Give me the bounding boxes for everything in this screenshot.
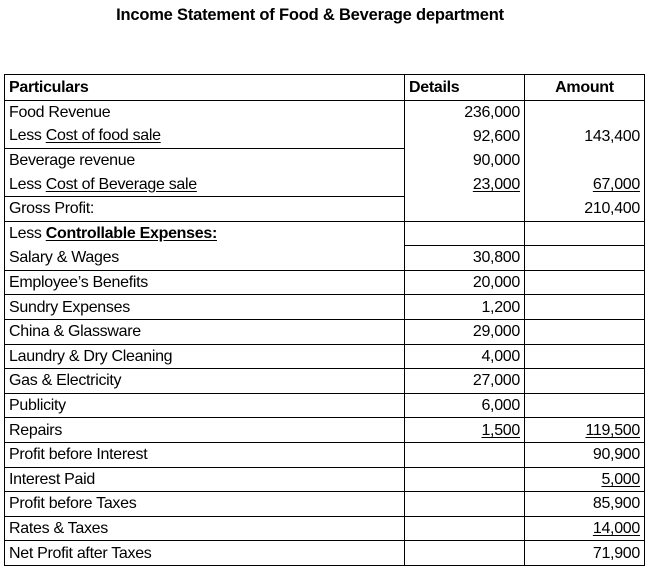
row-publicity: [5, 393, 645, 418]
row-details: 29,000: [405, 319, 525, 344]
row-label: Repairs: [5, 418, 405, 443]
less-prefix: Less: [9, 225, 46, 243]
row-amount: 143,400: [525, 124, 645, 148]
row-label: Laundry & Dry Cleaning: [5, 344, 405, 369]
row-label: [5, 221, 405, 246]
row-label: [5, 172, 405, 196]
row-details: [405, 541, 525, 566]
row-amount: 85,900: [525, 492, 645, 517]
row-details: [405, 467, 525, 492]
income-statement-table: [4, 74, 645, 566]
row-amount: [525, 369, 645, 394]
row-laundry: [5, 344, 645, 369]
row-label: [5, 124, 405, 148]
page-title: Income Statement of Food & Beverage department: [116, 6, 504, 24]
row-label: Profit before Taxes: [5, 492, 405, 517]
row-profit-before-interest: [5, 442, 645, 467]
row-details: [405, 221, 525, 246]
row-label: Profit before Interest: [5, 442, 405, 467]
row-gross-profit: [5, 196, 645, 221]
row-amount: [525, 100, 645, 124]
cost-of-food-label: Cost of food sale: [45, 127, 161, 145]
row-amount: [525, 270, 645, 295]
row-amount: [525, 467, 645, 492]
row-details: [405, 442, 525, 467]
row-amount: [525, 344, 645, 369]
row-repairs: [5, 418, 645, 443]
row-salary-wages: [5, 246, 645, 271]
row-amount: [525, 319, 645, 344]
row-rates-taxes: [5, 516, 645, 541]
row-cost-of-beverage: [5, 172, 645, 196]
row-label: Gas & Electricity: [5, 369, 405, 394]
row-details: [405, 492, 525, 517]
row-china-glassware: [5, 319, 645, 344]
row-amount: [525, 516, 645, 541]
row-profit-before-taxes: [5, 492, 645, 517]
cost-of-beverage-label: Cost of Beverage sale: [45, 175, 197, 193]
row-amount: [525, 221, 645, 246]
amount-value: 119,500: [585, 421, 640, 439]
amount-value: 5,000: [601, 470, 640, 488]
details-value: 1,500: [481, 421, 520, 439]
row-amount: [525, 418, 645, 443]
row-details: [405, 516, 525, 541]
row-controllable-expenses: [5, 221, 645, 246]
row-gas-electricity: [5, 369, 645, 394]
row-label: Sundry Expenses: [5, 295, 405, 320]
row-label: Publicity: [5, 393, 405, 418]
row-label: Rates & Taxes: [5, 516, 405, 541]
less-prefix: Less: [9, 127, 46, 145]
row-label: Food Revenue: [5, 100, 405, 124]
row-amount: [525, 148, 645, 172]
row-details: 6,000: [405, 393, 525, 418]
row-amount: [525, 172, 645, 196]
row-label: Gross Profit:: [5, 196, 405, 221]
row-details: [405, 196, 525, 221]
row-amount: [525, 393, 645, 418]
row-label: Beverage revenue: [5, 148, 405, 172]
row-details: [405, 418, 525, 443]
row-label: Interest Paid: [5, 467, 405, 492]
row-label: Net Profit after Taxes: [5, 541, 405, 566]
row-details: 20,000: [405, 270, 525, 295]
row-sundry-expenses: [5, 295, 645, 320]
header-amount: Amount: [525, 75, 645, 101]
row-label: China & Glassware: [5, 319, 405, 344]
less-prefix: Less: [9, 175, 46, 193]
row-cost-of-food: [5, 124, 645, 148]
row-employee-benefits: [5, 270, 645, 295]
details-value: 23,000: [472, 175, 520, 193]
table-header-row: [5, 75, 645, 101]
row-details: 90,000: [405, 148, 525, 172]
row-amount: [525, 295, 645, 320]
controllable-expenses-label: Controllable Expenses:: [45, 225, 217, 243]
row-label: Salary & Wages: [5, 246, 405, 271]
row-details: 27,000: [405, 369, 525, 394]
row-label: Employee’s Benefits: [5, 270, 405, 295]
row-details: 236,000: [405, 100, 525, 124]
row-beverage-revenue: [5, 148, 645, 172]
row-details: 30,800: [405, 246, 525, 271]
row-amount: 210,400: [525, 196, 645, 221]
row-interest-paid: [5, 467, 645, 492]
header-details: Details: [405, 75, 525, 101]
row-details: 1,200: [405, 295, 525, 320]
amount-value: 67,000: [592, 175, 640, 193]
row-details: 4,000: [405, 344, 525, 369]
row-details: [405, 172, 525, 196]
row-food-revenue: [5, 100, 645, 124]
row-amount: 71,900: [525, 541, 645, 566]
row-amount: [525, 246, 645, 271]
row-details: 92,600: [405, 124, 525, 148]
row-amount: 90,900: [525, 442, 645, 467]
row-net-profit: [5, 541, 645, 566]
header-particulars: Particulars: [5, 75, 405, 101]
amount-value: 14,000: [592, 519, 640, 537]
